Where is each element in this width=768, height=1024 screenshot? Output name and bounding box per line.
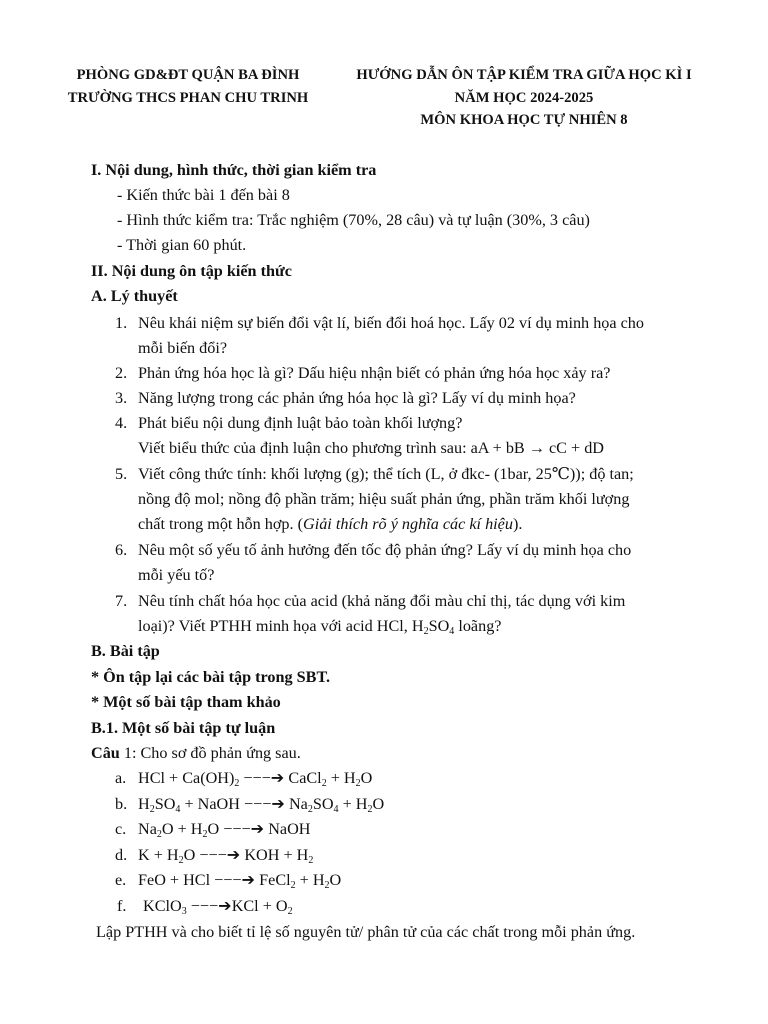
list-item-text: Viết biểu thức của định luận cho phương trình sau: aA + bB → cC + dD xyxy=(138,439,604,457)
list-item-text xyxy=(138,616,502,636)
list-number: 1. xyxy=(115,314,128,332)
list-item-text: Nêu một số yếu tố ảnh hưởng đến tốc độ phản ứng? Lấy ví dụ minh họa cho xyxy=(138,541,632,559)
exercise-title: B. Bài tập xyxy=(91,642,160,660)
reaction-equation: $Na_2O + H_2O$ −−−➔ NaOH xyxy=(138,820,311,840)
reaction-equation: $K + H_2O$ −−−➔ KOH + $H_2$ xyxy=(138,846,314,866)
question-text: 1: Cho sơ đồ phản ứng sau. xyxy=(119,744,301,762)
section-1-item: - Hình thức kiểm tra: Trắc nghiệm (70%, 28 câu) và tự luận (30%, 3 câu) xyxy=(117,211,590,229)
list-item-text: Viết công thức tính: khối lượng (g); thể tích (L, ở đkc- (1bar, 25℃)); độ tan; xyxy=(138,465,634,483)
reaction-equation: HCl + $Ca(OH)_2$ −−−➔ CaCl$_2$ + $H_2O$ xyxy=(138,769,373,789)
subscript: 4 xyxy=(449,626,455,637)
section-1-item: - Thời gian 60 phút. xyxy=(117,236,247,254)
list-number: 5. xyxy=(115,465,128,483)
text-run: loại)? Viết PTHH minh họa với acid HCl, H xyxy=(138,617,424,635)
header-left xyxy=(40,64,336,109)
text-run: chất trong một hỗn hợp. ( xyxy=(138,515,304,533)
list-item-text: Nêu khái niệm sự biến đổi vật lí, biến đổi hoá học. Lấy 02 ví dụ minh họa cho xyxy=(138,314,644,332)
section-1-title: I. Nội dung, hình thức, thời gian kiểm tra xyxy=(91,161,377,179)
list-item-text: nồng độ mol; nồng độ phần trăm; hiệu suất phản ứng, phần trăm khối lượng xyxy=(138,490,630,508)
text-run: SO xyxy=(428,617,450,635)
reaction-letter: a. xyxy=(115,769,127,787)
document-title: HƯỚNG DẪN ÔN TẬP KIỂM TRA GIỮA HỌC KÌ I xyxy=(356,67,692,83)
department-name: PHÒNG GD&ĐT QUẬN BA ĐÌNH xyxy=(76,67,300,83)
list-item-text: mỗi biến đổi? xyxy=(138,339,228,357)
list-number: 4. xyxy=(115,414,128,432)
note-sbt: * Ôn tập lại các bài tập trong SBT. xyxy=(91,668,331,686)
list-number: 6. xyxy=(115,541,128,559)
reaction-equation: FeO + HCl −−−➔ FeCl$_2$ + $H_2O$ xyxy=(138,871,342,891)
reaction-letter: c. xyxy=(115,820,127,838)
list-number: 2. xyxy=(115,364,128,382)
subscript: 2 xyxy=(423,626,429,637)
list-item-text: Phản ứng hóa học là gì? Dấu hiệu nhận biết có phản ứng hóa học xảy ra? xyxy=(138,364,611,382)
theory-title: A. Lý thuyết xyxy=(91,287,178,305)
question-1-instruction: Lập PTHH và cho biết tỉ lệ số nguyên tử/ phân tử của các chất trong mỗi phản ứng. xyxy=(96,923,636,941)
reaction-letter: b. xyxy=(115,795,128,813)
section-2-title: II. Nội dung ôn tập kiến thức xyxy=(91,262,292,280)
school-name: TRƯỜNG THCS PHAN CHU TRINH xyxy=(67,89,309,106)
italic-note: Giải thích rõ ý nghĩa các kí hiệu xyxy=(303,515,513,533)
reaction-equation: $H_2SO_4$ + NaOH −−−➔ $Na_2SO_4 + H_2O$ xyxy=(138,795,385,815)
text-run: loãng? xyxy=(454,617,502,635)
list-item-text: Phát biểu nội dung định luật bảo toàn khối lượng? xyxy=(138,414,463,432)
school-year: NĂM HỌC 2024-2025 xyxy=(454,89,594,106)
reaction-equation: KClO$_3$ −−−➔KCl + $O_2$ xyxy=(143,897,293,917)
header-right xyxy=(338,64,710,132)
list-item-text: Nêu tính chất hóa học của acid (khả năng đổi màu chỉ thị, tác dụng với kim xyxy=(138,592,626,610)
question-1 xyxy=(91,743,301,763)
list-number: 3. xyxy=(115,389,128,407)
list-number: 7. xyxy=(115,592,128,610)
reaction-letter: f. xyxy=(117,897,127,915)
text-run: ). xyxy=(512,515,523,533)
list-item-text xyxy=(138,514,522,534)
list-item-text: Năng lượng trong các phản ứng hóa học là gì? Lấy ví dụ minh họa? xyxy=(138,389,576,407)
reaction-letter: e. xyxy=(115,871,127,889)
question-label: Câu xyxy=(91,744,120,762)
subject-name: MÔN KHOA HỌC TỰ NHIÊN 8 xyxy=(420,112,628,128)
reaction-letter: d. xyxy=(115,846,128,864)
note-reference: * Một số bài tập tham khảo xyxy=(91,693,281,711)
list-item-text: mỗi yếu tố? xyxy=(138,566,215,584)
b1-title: B.1. Một số bài tập tự luận xyxy=(91,719,276,737)
section-1-item: - Kiến thức bài 1 đến bài 8 xyxy=(117,186,290,204)
